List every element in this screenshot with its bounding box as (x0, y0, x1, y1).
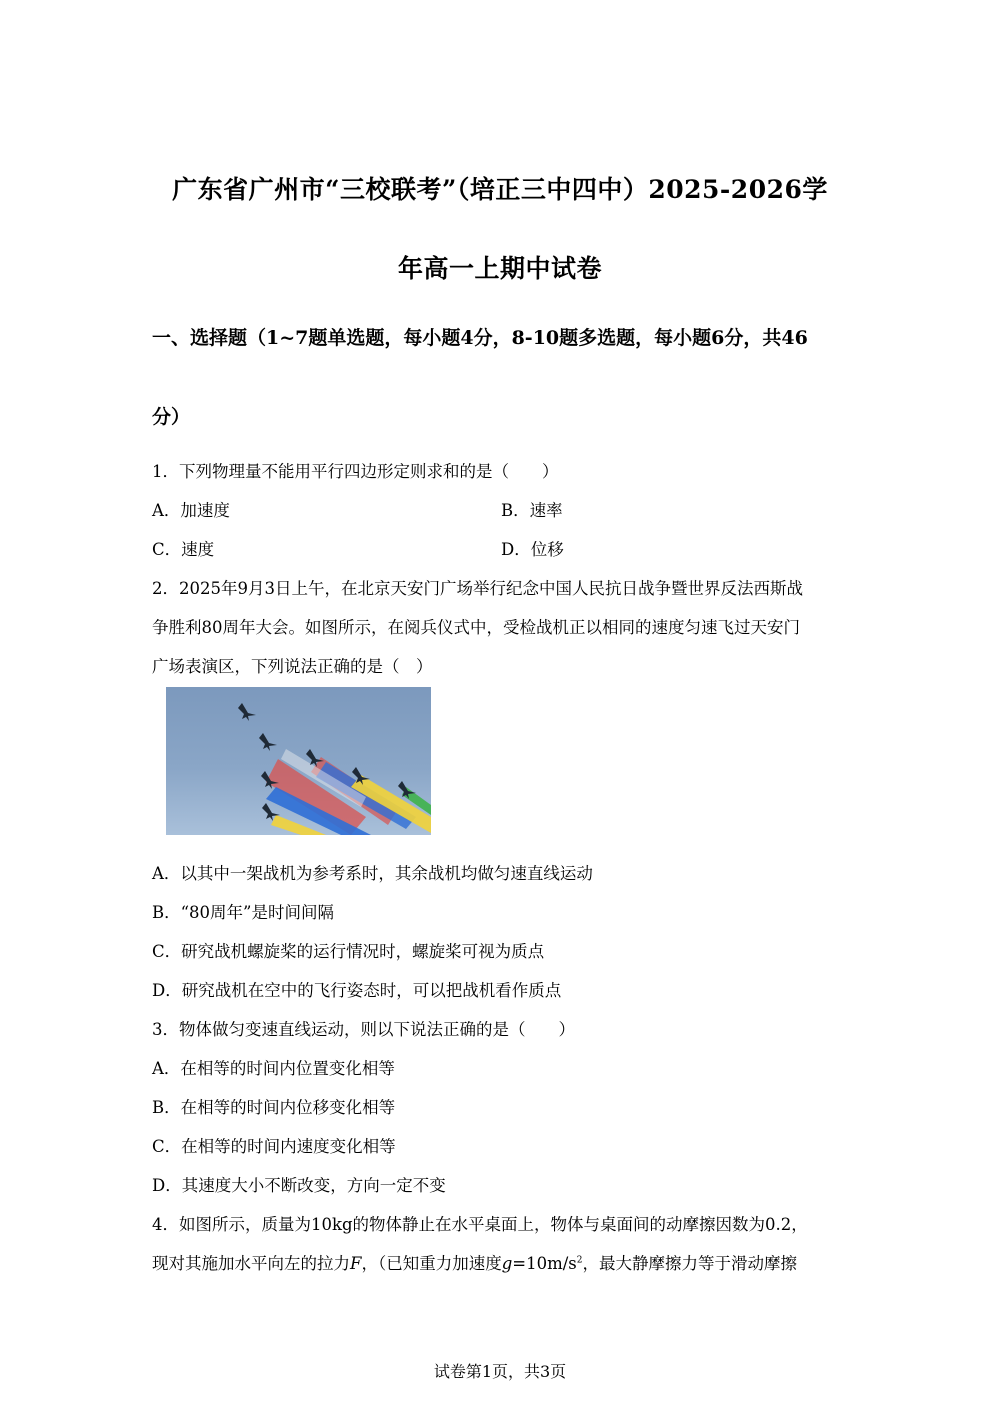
question-2-stem-line-2: 争胜利80周年大会。如图所示，在阅兵仪式中，受检战机正以相同的速度匀速飞过天安门 (152, 618, 800, 637)
fighter-jets-illustration (166, 687, 431, 835)
question-3-option-d: D．其速度大小不断改变，方向一定不变 (152, 1176, 446, 1195)
question-3-option-a: A．在相等的时间内位置变化相等 (152, 1059, 395, 1078)
question-1-option-c: C．速度 (152, 540, 215, 559)
question-2-option-a: A．以其中一架战机为参考系时，其余战机均做匀速直线运动 (152, 864, 593, 883)
question-3-option-b: B．在相等的时间内位移变化相等 (152, 1098, 396, 1117)
force-symbol: F (350, 1254, 362, 1273)
question-2-option-c: C．研究战机螺旋桨的运行情况时，螺旋桨可视为质点 (152, 942, 545, 961)
exponent: 2 (576, 1255, 583, 1266)
question-2-option-d: D．研究战机在空中的飞行姿态时，可以把战机看作质点 (152, 981, 562, 1000)
section-heading-line-1: 一、选择题（1~7题单选题，每小题4分，8-10题多选题，每小题6分，共46 (152, 327, 808, 349)
question-1-option-b: B．速率 (501, 501, 563, 520)
question-4-text-b: ，（已知重力加速度 (361, 1254, 502, 1273)
exam-title-line-1: 广东省广州市“三校联考”（培正三中四中）2025-2026学 (172, 175, 828, 204)
section-heading-line-2: 分） (152, 406, 191, 428)
question-3-option-c: C．在相等的时间内速度变化相等 (152, 1137, 396, 1156)
question-1-stem: 1．下列物理量不能用平行四边形定则求和的是（ ） (152, 462, 559, 481)
question-3-stem: 3．物体做匀变速直线运动，则以下说法正确的是（ ） (152, 1020, 575, 1039)
question-4-text-d: ，最大静摩擦力等于滑动摩擦 (582, 1254, 797, 1273)
question-4-stem-line-2 (152, 1250, 797, 1274)
question-4-text-a: 现对其施加水平向左的拉力 (152, 1254, 350, 1273)
question-1-option-d: D．位移 (501, 540, 564, 559)
question-2-stem-line-3: 广场表演区，下列说法正确的是（ ） (152, 657, 433, 676)
question-2-stem-line-1: 2．2025年9月3日上午，在北京天安门广场举行纪念中国人民抗日战争暨世界反法西斯战 (152, 579, 803, 598)
gravity-symbol: g (501, 1254, 513, 1273)
exam-title-line-2: 年高一上期中试卷 (397, 254, 602, 283)
question-4-text-c: =10m/s (512, 1254, 577, 1273)
question-1-option-a: A．加速度 (152, 501, 230, 520)
question-2-option-b: B．“80周年”是时间间隔 (152, 903, 334, 922)
fighter-jets-photo (166, 687, 431, 835)
jet-icon (259, 733, 277, 751)
jet-icon (238, 703, 256, 721)
question-4-stem-line-1: 4．如图所示，质量为10kg的物体静止在水平桌面上，物体与桌面间的动摩擦因数为0.2， (152, 1215, 808, 1234)
page-footer: 试卷第1页，共3页 (433, 1362, 567, 1381)
